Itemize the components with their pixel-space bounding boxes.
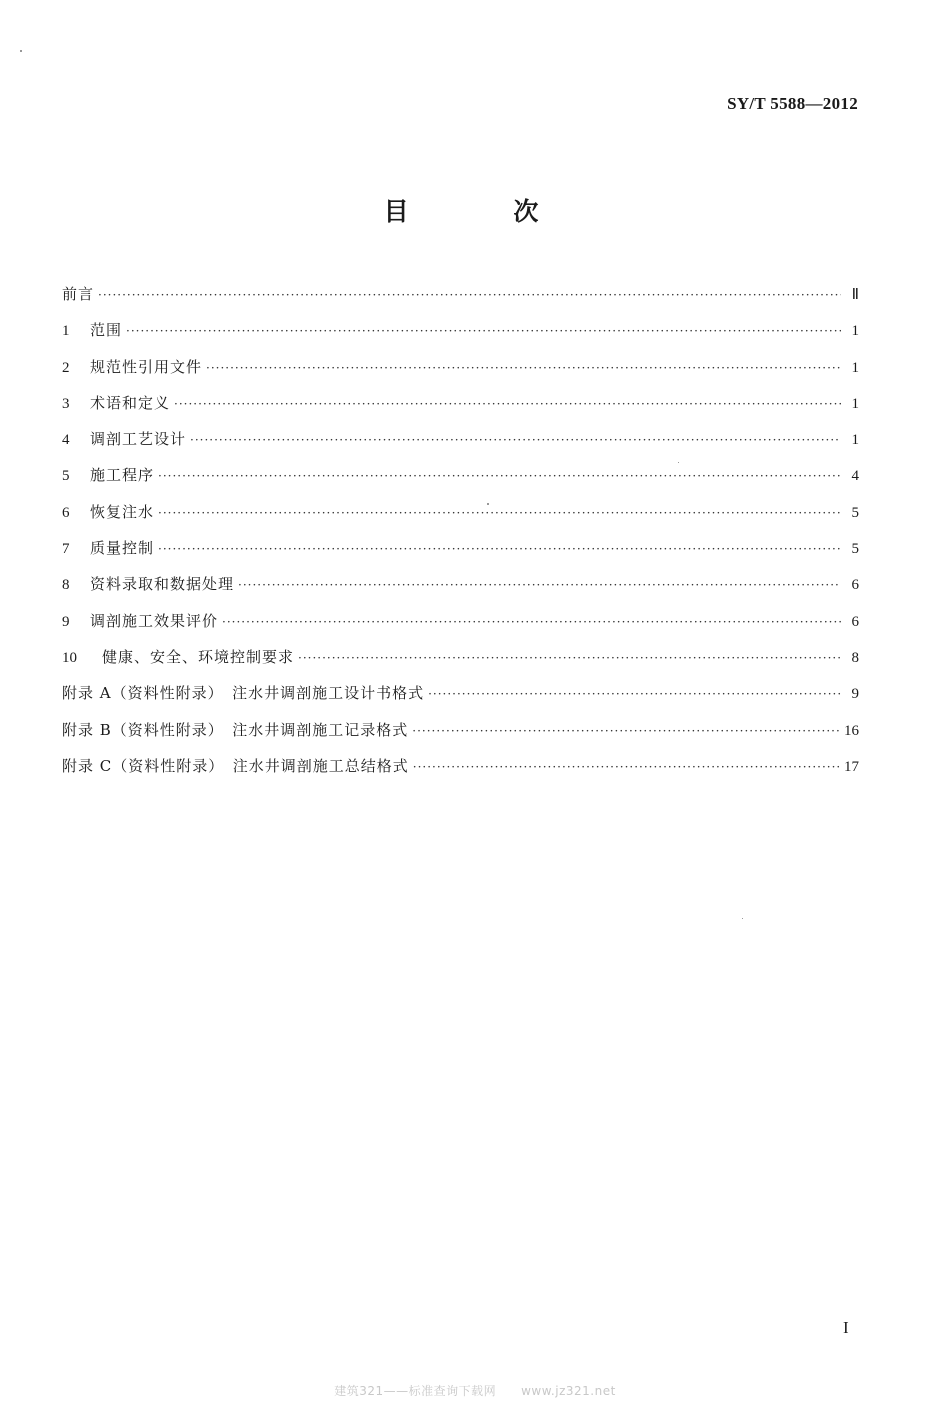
toc-leader-dots: [222, 615, 841, 629]
toc-entry-page: 6: [851, 613, 859, 630]
toc-entry-number: 9: [62, 613, 70, 630]
toc-entry-label: 附录 A（资料性附录） 注水井调剖施工设计书格式: [62, 684, 425, 703]
toc-leader-dots: [412, 724, 840, 738]
page-title: 目 次: [383, 197, 587, 226]
toc-entry-page: 1: [851, 359, 859, 376]
toc-entry-number: 10: [62, 649, 77, 666]
toc-leader-dots: [413, 760, 840, 774]
toc-leader-dots: [158, 542, 841, 556]
toc-entry-page: 1: [851, 395, 859, 412]
scan-speck: [20, 50, 22, 52]
toc-leader-dots: [238, 578, 841, 592]
toc-entry-number: 1: [62, 323, 70, 340]
toc-leader-dots: [98, 288, 841, 302]
toc-entry-label: 范围: [90, 321, 123, 340]
toc-leader-dots: [206, 361, 841, 375]
toc-entry-label: 规范性引用文件: [90, 357, 203, 376]
toc-leader-dots: [298, 651, 841, 665]
watermark: 建筑321——标准查询下载网 www.jz321.net: [334, 1384, 616, 1398]
toc-entry-2[interactable]: [62, 356, 859, 392]
toc-entry-6[interactable]: [62, 501, 859, 537]
toc-entry-label: 调剖施工效果评价: [90, 611, 219, 630]
toc-entry-7[interactable]: [62, 537, 859, 573]
toc-entry-page: 4: [851, 468, 859, 485]
toc-entry-8[interactable]: [62, 573, 859, 609]
toc-entry-label: 恢复注水: [90, 502, 155, 521]
toc-entry-number: 5: [62, 468, 70, 485]
toc-entry-appendix-a[interactable]: [62, 682, 859, 718]
toc-entry-page: 1: [851, 323, 859, 340]
toc-entry-number: 7: [62, 541, 70, 558]
toc-leader-dots: [174, 397, 841, 411]
toc-entry-page: 17: [844, 758, 859, 775]
toc-entry-page: 8: [851, 649, 859, 666]
toc-entry-appendix-b[interactable]: [62, 719, 859, 755]
toc-entry-number: 8: [62, 577, 70, 594]
table-of-contents: [62, 283, 859, 791]
toc-entry-page: 1: [851, 432, 859, 449]
toc-entry-label: 前言: [62, 285, 95, 303]
toc-entry-label: 附录 C（资料性附录） 注水井调剖施工总结格式: [62, 756, 409, 775]
toc-entry-5[interactable]: [62, 464, 859, 500]
toc-entry-page: 9: [851, 686, 859, 703]
toc-entry-page: Ⅱ: [851, 287, 859, 303]
toc-entry-label: 调剖工艺设计: [90, 430, 187, 449]
toc-leader-dots: [126, 324, 841, 338]
toc-entry-label: 术语和定义: [90, 393, 171, 412]
toc-entry-4[interactable]: [62, 428, 859, 464]
toc-entry-3[interactable]: [62, 392, 859, 428]
standard-code: SY/T 5588—2012: [727, 94, 858, 113]
toc-leader-dots: [158, 469, 841, 483]
toc-entry-appendix-c[interactable]: [62, 755, 859, 791]
toc-entry-1[interactable]: [62, 319, 859, 355]
scan-speck: [742, 918, 743, 919]
toc-entry-page: 16: [844, 722, 859, 739]
toc-leader-dots: [190, 433, 841, 447]
toc-leader-dots: [158, 506, 841, 520]
toc-entry-page: 5: [851, 541, 859, 558]
toc-entry-label: 资料录取和数据处理: [90, 575, 235, 594]
toc-entry-number: 6: [62, 504, 70, 521]
toc-entry-page: 5: [851, 504, 859, 521]
toc-entry-number: 4: [62, 432, 70, 449]
toc-leader-dots: [428, 687, 841, 701]
toc-entry-foreword[interactable]: [62, 283, 859, 319]
toc-entry-label: 附录 B（资料性附录） 注水井调剖施工记录格式: [62, 720, 409, 739]
toc-entry-label: 施工程序: [90, 466, 155, 485]
toc-entry-label: 质量控制: [90, 539, 155, 558]
toc-entry-number: 3: [62, 395, 70, 412]
toc-entry-9[interactable]: [62, 610, 859, 646]
toc-entry-page: 6: [851, 577, 859, 594]
toc-entry-number: 2: [62, 359, 70, 376]
page-number: I: [843, 1318, 849, 1337]
toc-entry-10[interactable]: [62, 646, 859, 682]
toc-entry-label: 健康、安全、环境控制要求: [102, 647, 295, 666]
